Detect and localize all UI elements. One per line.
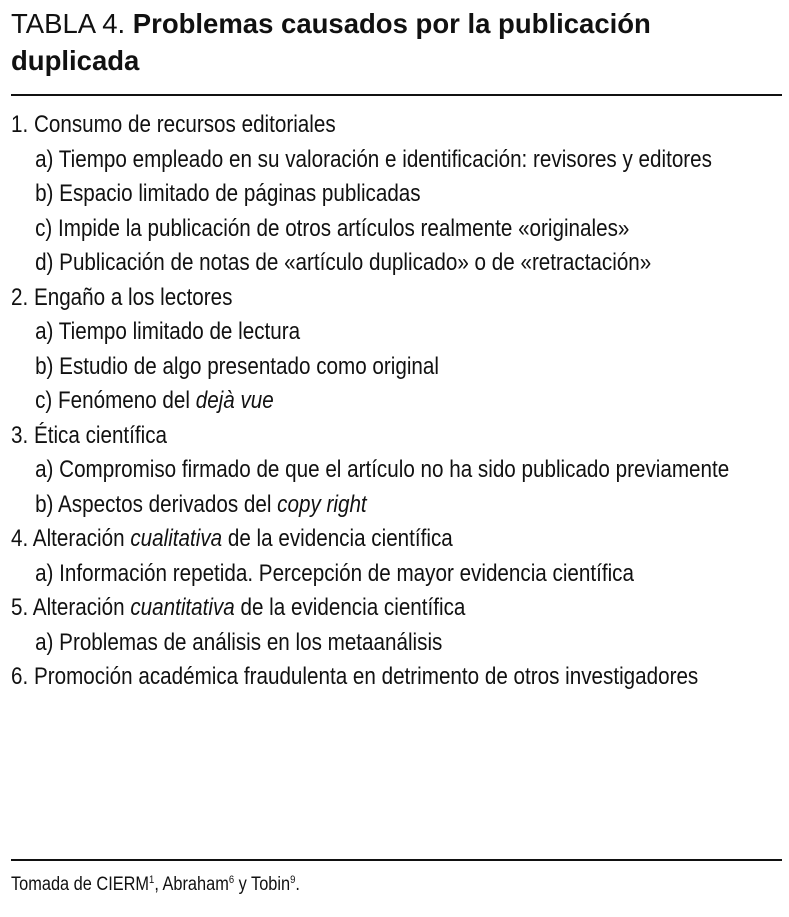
sub-item: b) Espacio limitado de páginas publicadas — [35, 180, 421, 207]
sub-item: d) Publicación de notas de «artículo duplicado» o de «retractación» — [35, 249, 652, 276]
source-name: Tobin — [251, 874, 291, 895]
table-label: TABLA 4. — [11, 8, 126, 39]
source-name: CIERM — [96, 874, 150, 895]
top-rule — [11, 94, 782, 96]
sub-item: a) Compromiso firmado de que el artículo no ha sido publicado previamente — [35, 456, 730, 483]
list-item: 4. Alteración cualitativa de la evidencia científica — [11, 525, 453, 552]
list-item: 6. Promoción académica fraudulenta en detrimento de otros investigadores — [11, 663, 699, 690]
table-title — [11, 5, 781, 79]
reference-number: 9 — [290, 874, 296, 886]
table-footnote: Tomada de CIERM$^1$, Abraham$^6$ y Tobin$^9$. — [11, 874, 300, 895]
list-item: 5. Alteración cuantitativa de la evidencia científica — [11, 594, 466, 621]
problem-list — [11, 108, 785, 695]
list-item: 2. Engaño a los lectores — [11, 283, 233, 311]
reference-number: 6 — [228, 874, 235, 886]
source-name: Abraham — [162, 874, 229, 895]
bottom-rule — [11, 859, 782, 861]
list-item: 3. Ética científica — [11, 421, 168, 449]
sub-item: c) Fenómeno del dejà vue — [35, 387, 274, 414]
sub-item: b) Aspectos derivados del copy right — [35, 490, 367, 518]
sub-item: a) Problemas de análisis en los metaanálisis — [35, 628, 443, 656]
list-item: 1. Consumo de recursos editoriales — [11, 111, 336, 138]
sub-item: a) Información repetida. Percepción de mayor evidencia científica — [35, 559, 634, 587]
sub-item: c) Impide la publicación de otros artículos realmente «originales» — [35, 214, 630, 242]
sub-item: b) Estudio de algo presentado como original — [35, 352, 439, 380]
sub-item: a) Tiempo empleado en su valoración e identificación: revisores y editores — [35, 145, 712, 173]
reference-number: 1 — [149, 874, 155, 886]
sub-item: a) Tiempo limitado de lectura — [35, 318, 301, 345]
table-heading: Problemas causados por la publicación duplicada — [11, 8, 651, 76]
